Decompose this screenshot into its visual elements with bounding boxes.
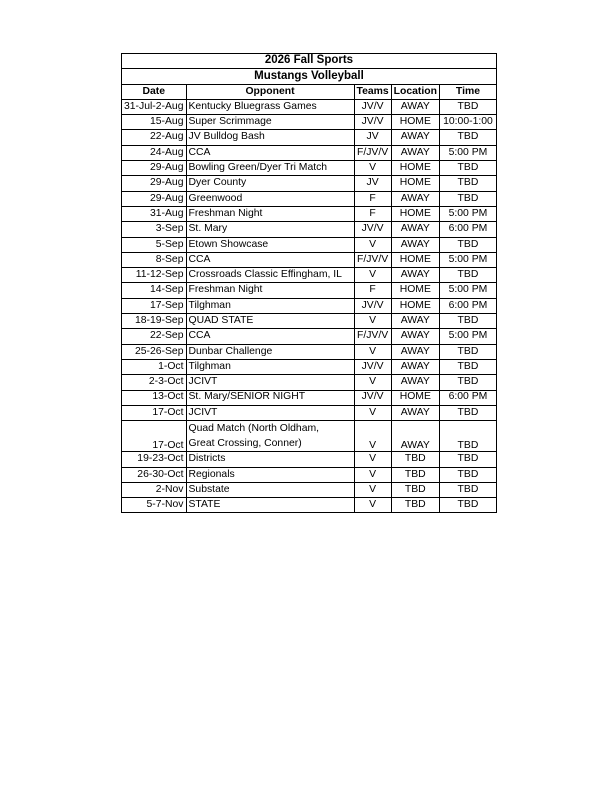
location-cell: AWAY <box>391 268 439 283</box>
table-row <box>122 130 497 145</box>
time-cell: TBD <box>439 191 496 206</box>
opponent-cell: CCA <box>186 145 354 160</box>
time-cell: TBD <box>439 467 496 482</box>
column-header-opponent: Opponent <box>186 84 354 99</box>
opponent-cell: Tilghman <box>186 359 354 374</box>
date-cell: 11-12-Sep <box>122 268 187 283</box>
teams-cell: F/JV/V <box>354 145 391 160</box>
teams-cell: V <box>354 161 391 176</box>
table-row <box>122 268 497 283</box>
table-row <box>122 191 497 206</box>
date-cell: 29-Aug <box>122 161 187 176</box>
teams-cell: V <box>354 237 391 252</box>
opponent-cell: Freshman Night <box>186 283 354 298</box>
time-cell: TBD <box>439 498 496 513</box>
table-row <box>122 344 497 359</box>
opponent-cell: JCIVT <box>186 375 354 390</box>
location-cell: AWAY <box>391 359 439 374</box>
location-cell: AWAY <box>391 191 439 206</box>
location-cell: HOME <box>391 252 439 267</box>
location-cell: HOME <box>391 161 439 176</box>
location-cell: AWAY <box>391 99 439 114</box>
date-cell: 13-Oct <box>122 390 187 405</box>
time-cell: 5:00 PM <box>439 329 496 344</box>
teams-cell: V <box>354 452 391 467</box>
location-cell: TBD <box>391 498 439 513</box>
column-header-date: Date <box>122 84 187 99</box>
opponent-cell: JCIVT <box>186 405 354 420</box>
time-cell: TBD <box>439 130 496 145</box>
teams-cell: JV <box>354 130 391 145</box>
location-cell: HOME <box>391 115 439 130</box>
opponent-cell: CCA <box>186 252 354 267</box>
date-cell: 22-Aug <box>122 130 187 145</box>
teams-cell: JV/V <box>354 298 391 313</box>
time-cell: TBD <box>439 268 496 283</box>
teams-cell: V <box>354 498 391 513</box>
date-cell: 2-Nov <box>122 482 187 497</box>
opponent-cell: Super Scrimmage <box>186 115 354 130</box>
table-row <box>122 421 497 452</box>
teams-cell: JV/V <box>354 359 391 374</box>
location-cell: AWAY <box>391 375 439 390</box>
teams-cell: V <box>354 421 391 452</box>
table-row <box>122 359 497 374</box>
time-cell: 5:00 PM <box>439 206 496 221</box>
date-cell: 14-Sep <box>122 283 187 298</box>
date-cell: 22-Sep <box>122 329 187 344</box>
opponent-cell <box>186 421 354 452</box>
time-cell: TBD <box>439 344 496 359</box>
column-header-location: Location <box>391 84 439 99</box>
date-cell: 25-26-Sep <box>122 344 187 359</box>
column-header-time: Time <box>439 84 496 99</box>
opponent-cell: Greenwood <box>186 191 354 206</box>
time-cell: TBD <box>439 421 496 452</box>
opponent-cell: QUAD STATE <box>186 314 354 329</box>
date-cell: 17-Sep <box>122 298 187 313</box>
date-cell: 17-Oct <box>122 405 187 420</box>
table-row <box>122 145 497 160</box>
location-cell: AWAY <box>391 314 439 329</box>
location-cell: AWAY <box>391 130 439 145</box>
date-cell: 5-Sep <box>122 237 187 252</box>
time-cell: TBD <box>439 314 496 329</box>
time-cell: 10:00-1:00 <box>439 115 496 130</box>
table-row <box>122 161 497 176</box>
date-cell: 3-Sep <box>122 222 187 237</box>
time-cell: 5:00 PM <box>439 252 496 267</box>
time-cell: TBD <box>439 237 496 252</box>
table-row <box>122 314 497 329</box>
location-cell: AWAY <box>391 344 439 359</box>
opponent-cell: Bowling Green/Dyer Tri Match <box>186 161 354 176</box>
location-cell: AWAY <box>391 405 439 420</box>
teams-cell: V <box>354 344 391 359</box>
time-cell: TBD <box>439 452 496 467</box>
time-cell: TBD <box>439 359 496 374</box>
time-cell: 6:00 PM <box>439 390 496 405</box>
date-cell: 17-Oct <box>122 421 187 452</box>
teams-cell: JV/V <box>354 222 391 237</box>
location-cell: HOME <box>391 176 439 191</box>
table-row <box>122 467 497 482</box>
table-row <box>122 206 497 221</box>
date-cell: 26-30-Oct <box>122 467 187 482</box>
table-row <box>122 222 497 237</box>
teams-cell: F/JV/V <box>354 329 391 344</box>
location-cell: AWAY <box>391 329 439 344</box>
date-cell: 18-19-Sep <box>122 314 187 329</box>
teams-cell: V <box>354 482 391 497</box>
time-cell: 5:00 PM <box>439 283 496 298</box>
date-cell: 2-3-Oct <box>122 375 187 390</box>
teams-cell: F <box>354 283 391 298</box>
table-row <box>122 375 497 390</box>
teams-cell: V <box>354 467 391 482</box>
date-cell: 19-23-Oct <box>122 452 187 467</box>
table-row <box>122 252 497 267</box>
opponent-line: Great Crossing, Conner) <box>188 438 302 450</box>
time-cell: 5:00 PM <box>439 145 496 160</box>
time-cell: TBD <box>439 375 496 390</box>
date-cell: 1-Oct <box>122 359 187 374</box>
opponent-cell: Crossroads Classic Effingham, IL <box>186 268 354 283</box>
location-cell: HOME <box>391 283 439 298</box>
opponent-cell: Substate <box>186 482 354 497</box>
time-cell: 6:00 PM <box>439 298 496 313</box>
location-cell: AWAY <box>391 145 439 160</box>
location-cell: TBD <box>391 482 439 497</box>
table-row <box>122 298 497 313</box>
opponent-cell: Etown Showcase <box>186 237 354 252</box>
opponent-cell: Kentucky Bluegrass Games <box>186 99 354 114</box>
schedule-body <box>122 99 497 513</box>
opponent-cell: Freshman Night <box>186 206 354 221</box>
table-row <box>122 390 497 405</box>
location-cell: AWAY <box>391 222 439 237</box>
location-cell: TBD <box>391 467 439 482</box>
time-cell: TBD <box>439 482 496 497</box>
date-cell: 5-7-Nov <box>122 498 187 513</box>
table-row <box>122 498 497 513</box>
teams-cell: V <box>354 314 391 329</box>
table-row <box>122 115 497 130</box>
date-cell: 29-Aug <box>122 176 187 191</box>
table-row <box>122 99 497 114</box>
opponent-cell: Districts <box>186 452 354 467</box>
table-row <box>122 452 497 467</box>
team-name-heading: Mustangs Volleyball <box>122 69 497 84</box>
date-cell: 24-Aug <box>122 145 187 160</box>
opponent-line: Quad Match (North Oldham, <box>188 423 320 435</box>
teams-cell: JV/V <box>354 390 391 405</box>
location-cell: HOME <box>391 298 439 313</box>
teams-cell: V <box>354 268 391 283</box>
teams-cell: F/JV/V <box>354 252 391 267</box>
date-cell: 29-Aug <box>122 191 187 206</box>
location-cell: HOME <box>391 206 439 221</box>
opponent-cell: St. Mary/SENIOR NIGHT <box>186 390 354 405</box>
opponent-cell: CCA <box>186 329 354 344</box>
time-cell: TBD <box>439 405 496 420</box>
column-header-teams: Teams <box>354 84 391 99</box>
opponent-cell: JV Bulldog Bash <box>186 130 354 145</box>
teams-cell: F <box>354 206 391 221</box>
time-cell: TBD <box>439 176 496 191</box>
teams-cell: JV/V <box>354 99 391 114</box>
date-cell: 31-Aug <box>122 206 187 221</box>
table-row <box>122 237 497 252</box>
teams-cell: JV <box>354 176 391 191</box>
opponent-cell: Regionals <box>186 467 354 482</box>
date-cell: 8-Sep <box>122 252 187 267</box>
teams-cell: V <box>354 375 391 390</box>
table-row <box>122 176 497 191</box>
opponent-cell: St. Mary <box>186 222 354 237</box>
time-cell: TBD <box>439 161 496 176</box>
date-cell: 15-Aug <box>122 115 187 130</box>
time-cell: 6:00 PM <box>439 222 496 237</box>
teams-cell: JV/V <box>354 115 391 130</box>
time-cell: TBD <box>439 99 496 114</box>
document-title: 2026 Fall Sports <box>122 54 497 69</box>
teams-cell: F <box>354 191 391 206</box>
location-cell: AWAY <box>391 237 439 252</box>
date-cell: 31-Jul-2-Aug <box>122 99 187 114</box>
opponent-cell: Tilghman <box>186 298 354 313</box>
table-row <box>122 482 497 497</box>
table-row <box>122 405 497 420</box>
location-cell: AWAY <box>391 421 439 452</box>
table-row <box>122 283 497 298</box>
opponent-cell: STATE <box>186 498 354 513</box>
location-cell: HOME <box>391 390 439 405</box>
opponent-cell: Dyer County <box>186 176 354 191</box>
schedule-table <box>121 53 497 513</box>
location-cell: TBD <box>391 452 439 467</box>
teams-cell: V <box>354 405 391 420</box>
table-row <box>122 329 497 344</box>
opponent-cell: Dunbar Challenge <box>186 344 354 359</box>
